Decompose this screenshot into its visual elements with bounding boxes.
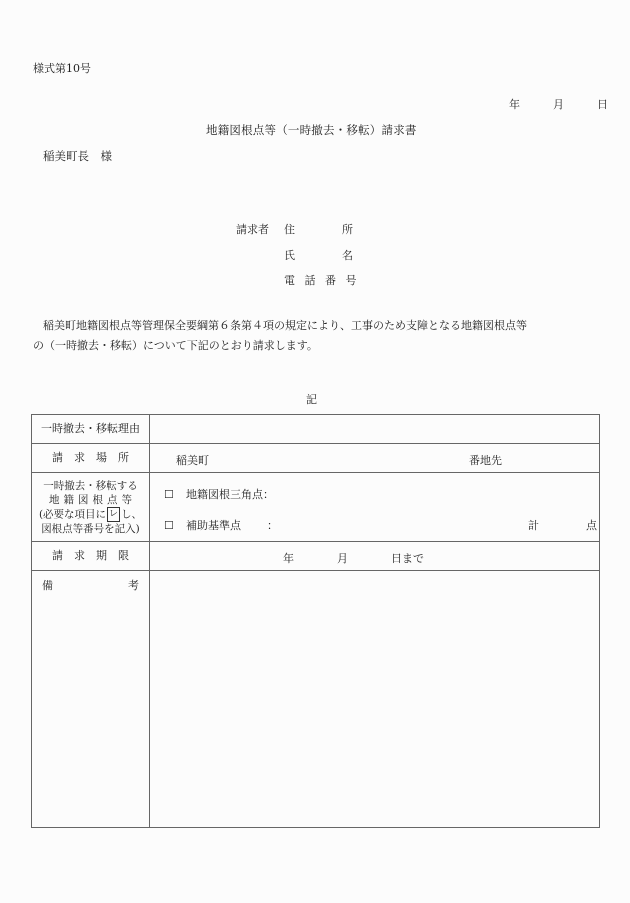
reason-input[interactable] [150,415,600,444]
date-month: 月 [553,98,564,111]
name-label-start: 氏 [284,249,295,262]
request-statement [33,316,593,356]
total-unit: 点 [586,519,597,532]
date-year: 年 [509,98,520,111]
checkbox-icon[interactable]: ☐ [164,519,174,532]
check-mark-box-icon: レ [107,507,120,522]
applicant-phone-field[interactable] [284,272,360,288]
form-number: 様式第10号 [33,62,91,75]
total-points[interactable] [528,517,597,533]
location-suffix: 番地先 [469,454,502,467]
remarks-input[interactable] [150,571,600,828]
checkbox-icon[interactable]: ☐ [164,488,174,501]
location-label: 請求場所 [32,444,150,473]
points-input [150,473,600,542]
location-input[interactable] [150,444,600,473]
statement-line-2: の（一時撤去・移転）について下記のとおり請求します。 [33,339,318,352]
table-row-deadline [32,542,600,571]
applicant-name-field[interactable] [284,247,353,263]
location-town: 稲美町 [176,454,209,467]
address-label-start: 住 [284,223,295,236]
reason-label: 一時撤去・移転理由 [32,415,150,444]
remarks-label: 備 考 [32,571,150,828]
table-row-points [32,473,600,542]
table-row-remarks [32,571,600,828]
option-triangulation-point[interactable]: ☐ 地籍図根三角点： [164,488,274,501]
total-label: 計 [528,519,539,532]
points-label: 一時撤去・移転する 地籍図根点等 (必要な項目に レ し、 図根点等番号を記入) [32,473,150,542]
applicant-address-field[interactable] [284,221,353,237]
address-label-end: 所 [342,223,353,236]
table-row-location [32,444,600,473]
table-row-reason [32,415,600,444]
name-label-end: 名 [342,249,353,262]
date-line [509,96,608,112]
applicant-label: 請求者 [236,223,269,236]
document-title: 地籍図根点等（一時撤去・移転）請求書 [206,123,417,137]
deadline-year: 年 [283,552,294,565]
addressee: 稲美町長 様 [43,149,112,163]
note-heading: 記 [306,393,317,406]
phone-label: 電 話 番 号 [284,274,360,287]
option-auxiliary-point[interactable]: ☐ 補助基準点 ： [164,519,278,532]
statement-line-1: 稲美町地籍図根点等管理保全要綱第６条第４項の規定により、工事のため支障となる地籍図根点等 [43,319,527,332]
deadline-month: 月 [337,552,348,565]
deadline-label: 請求期限 [32,542,150,571]
date-day: 日 [597,98,608,111]
request-form-table [31,414,600,828]
deadline-day-until: 日まで [391,552,424,565]
deadline-input[interactable] [150,542,600,571]
